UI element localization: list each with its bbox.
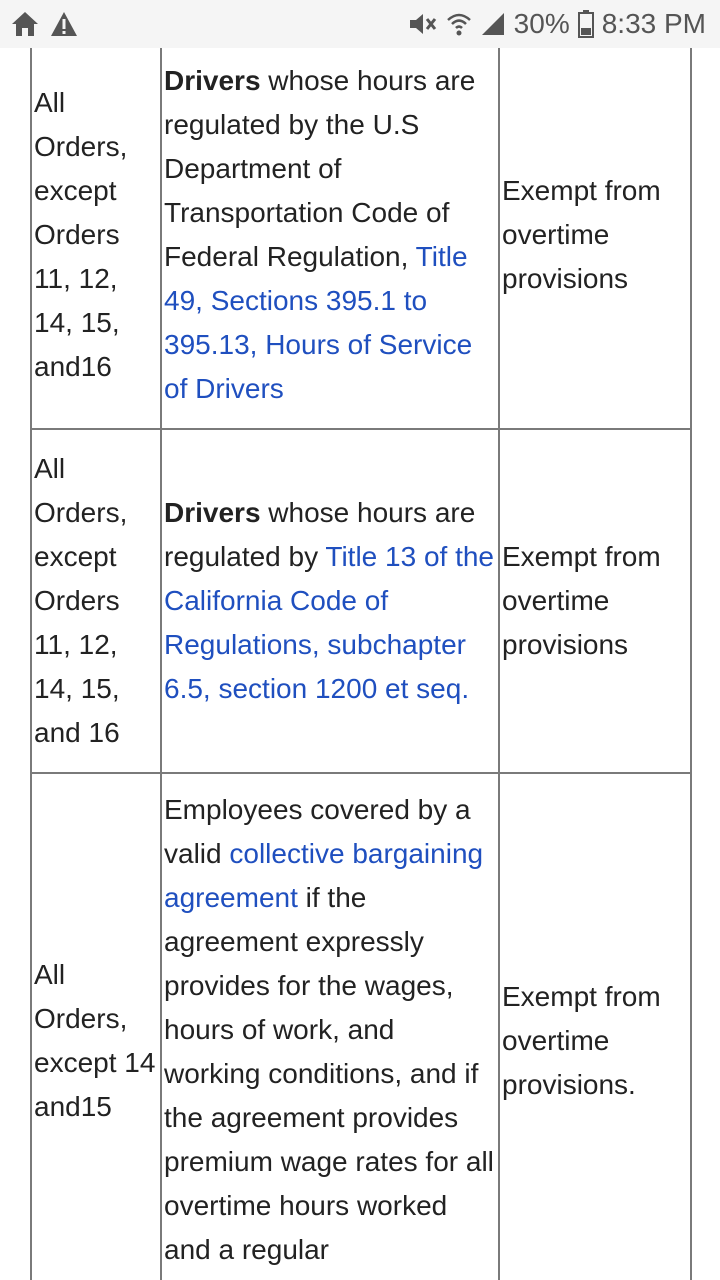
status-right xyxy=(408,8,720,40)
description-cell xyxy=(161,429,499,773)
battery-icon xyxy=(578,10,594,38)
regulation-link[interactable]: Title 49, Sections 395.1 to 395.13, Hours of Service of Drivers xyxy=(164,241,473,404)
signal-icon xyxy=(480,11,506,37)
exemptions-table xyxy=(30,48,692,1280)
collective-bargaining-link[interactable]: collective bargaining agreement xyxy=(164,838,484,913)
orders-cell: All Orders, except Orders 11, 12, 14, 15, and16 xyxy=(31,48,161,429)
status-left xyxy=(0,10,78,38)
description-text: whose hours are regulated by the U.S Department of Transportation Code of Federal Regulation, xyxy=(164,65,476,272)
result-cell: Exempt from overtime provisions xyxy=(499,48,691,429)
description-text: whose hours are regulated by xyxy=(164,497,476,572)
table-row xyxy=(31,773,691,1280)
result-cell: Exempt from overtime provisions xyxy=(499,429,691,773)
mute-icon xyxy=(408,11,438,37)
orders-cell: All Orders, except 14 and15 xyxy=(31,773,161,1280)
status-bar xyxy=(0,0,720,48)
description-cell xyxy=(161,773,499,1280)
home-icon xyxy=(10,10,40,38)
description-bold: Drivers xyxy=(164,497,261,528)
orders-cell: All Orders, except Orders 11, 12, 14, 15, and 16 xyxy=(31,429,161,773)
description-cell xyxy=(161,48,499,429)
clock: 8:33 PM xyxy=(601,8,706,39)
result-cell: Exempt from overtime provisions. xyxy=(499,773,691,1280)
table-row xyxy=(31,48,691,429)
table-row xyxy=(31,429,691,773)
description-text: Employees covered by a valid xyxy=(164,794,471,869)
wifi-icon xyxy=(446,11,472,37)
page-content xyxy=(0,48,720,1280)
description-tail: if the agreement expressly provides for the wages, hours of work, and working conditions, and if the agreement provides premium wage rates for all overtime hours worked and a regular xyxy=(164,882,494,1265)
description-bold: Drivers xyxy=(164,65,261,96)
battery-percent: 30% xyxy=(513,8,570,39)
regulation-link[interactable]: Title 13 of the California Code of Regulations, subchapter 6.5, section 1200 et seq. xyxy=(164,541,495,704)
warning-icon xyxy=(50,11,78,37)
